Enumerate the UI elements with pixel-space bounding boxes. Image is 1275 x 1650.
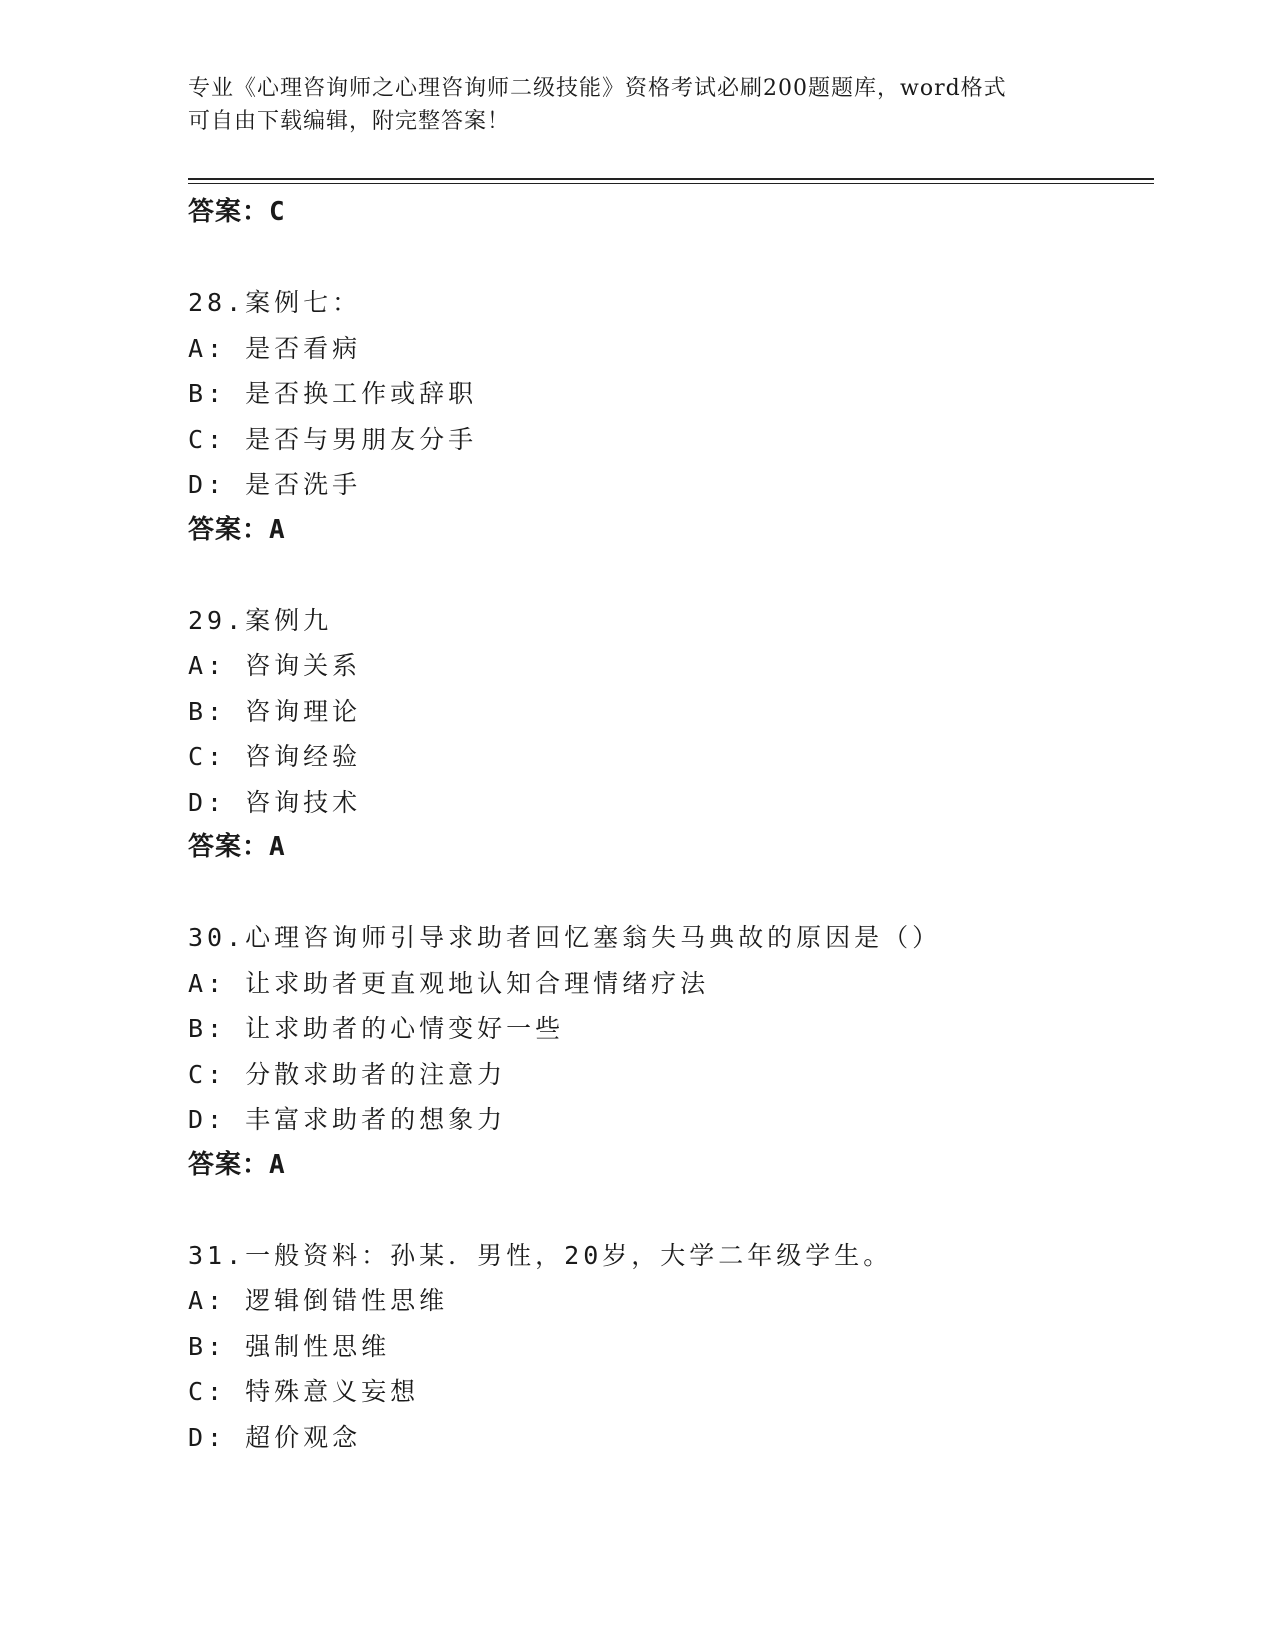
answer-label: 答案： <box>188 832 270 862</box>
option-d: D: 是否洗手 <box>188 470 362 499</box>
answer-label: 答案： <box>188 197 270 227</box>
answer-line <box>188 508 1154 553</box>
option-a: A: 让求助者更直观地认知合理情绪疗法 <box>188 968 710 998</box>
option-a: A: 是否看病 <box>188 333 362 363</box>
answer-value: C <box>269 197 286 227</box>
question-28 <box>188 280 1154 553</box>
answer-line <box>188 1143 1154 1188</box>
answer-line <box>188 190 1154 235</box>
option-d: D: 咨询技术 <box>188 787 362 817</box>
question-list <box>188 190 1154 1460</box>
option-c: C: 特殊意义妄想 <box>188 1377 420 1406</box>
option-b: B: 咨询理论 <box>188 696 362 726</box>
option-d: D: 丰富求助者的想象力 <box>188 1105 507 1134</box>
question-stem: 31.一般资料：孙某．男性，20岁，大学二年级学生。 <box>188 1240 893 1270</box>
option-c: C: 咨询经验 <box>188 742 362 771</box>
question-30 <box>188 915 1154 1188</box>
answer-label: 答案： <box>188 514 270 545</box>
header-rule-thin <box>188 183 1154 184</box>
option-a: A: 咨询关系 <box>188 651 362 680</box>
answer-value: A <box>269 1149 286 1180</box>
question-stem: 29.案例九 <box>188 605 333 635</box>
document-header <box>188 72 1088 138</box>
option-b: B: 是否换工作或辞职 <box>188 379 478 408</box>
answer-value: A <box>269 514 286 545</box>
answer-label: 答案： <box>188 1149 270 1180</box>
question-stem: 28.案例七： <box>188 288 362 317</box>
option-c: C: 是否与男朋友分手 <box>188 424 478 454</box>
header-line-2: 可自由下载编辑，附完整答案！ <box>188 109 511 134</box>
answer-line <box>188 825 1154 870</box>
option-a: A: 逻辑倒错性思维 <box>188 1286 449 1315</box>
option-b: B: 让求助者的心情变好一些 <box>188 1014 565 1043</box>
option-b: B: 强制性思维 <box>188 1331 391 1361</box>
option-c: C: 分散求助者的注意力 <box>188 1059 507 1089</box>
question-stem: 30.心理咨询师引导求助者回忆塞翁失马典故的原因是（） <box>188 923 942 952</box>
header-line-1: 专业《心理咨询师之心理咨询师二级技能》资格考试必刷200题题库，word格式 <box>188 76 1007 101</box>
answer-value: A <box>269 832 286 862</box>
option-d: D: 超价观念 <box>188 1422 362 1452</box>
header-rule-thick <box>188 178 1154 180</box>
question-31 <box>188 1233 1154 1461</box>
question-29 <box>188 598 1154 871</box>
